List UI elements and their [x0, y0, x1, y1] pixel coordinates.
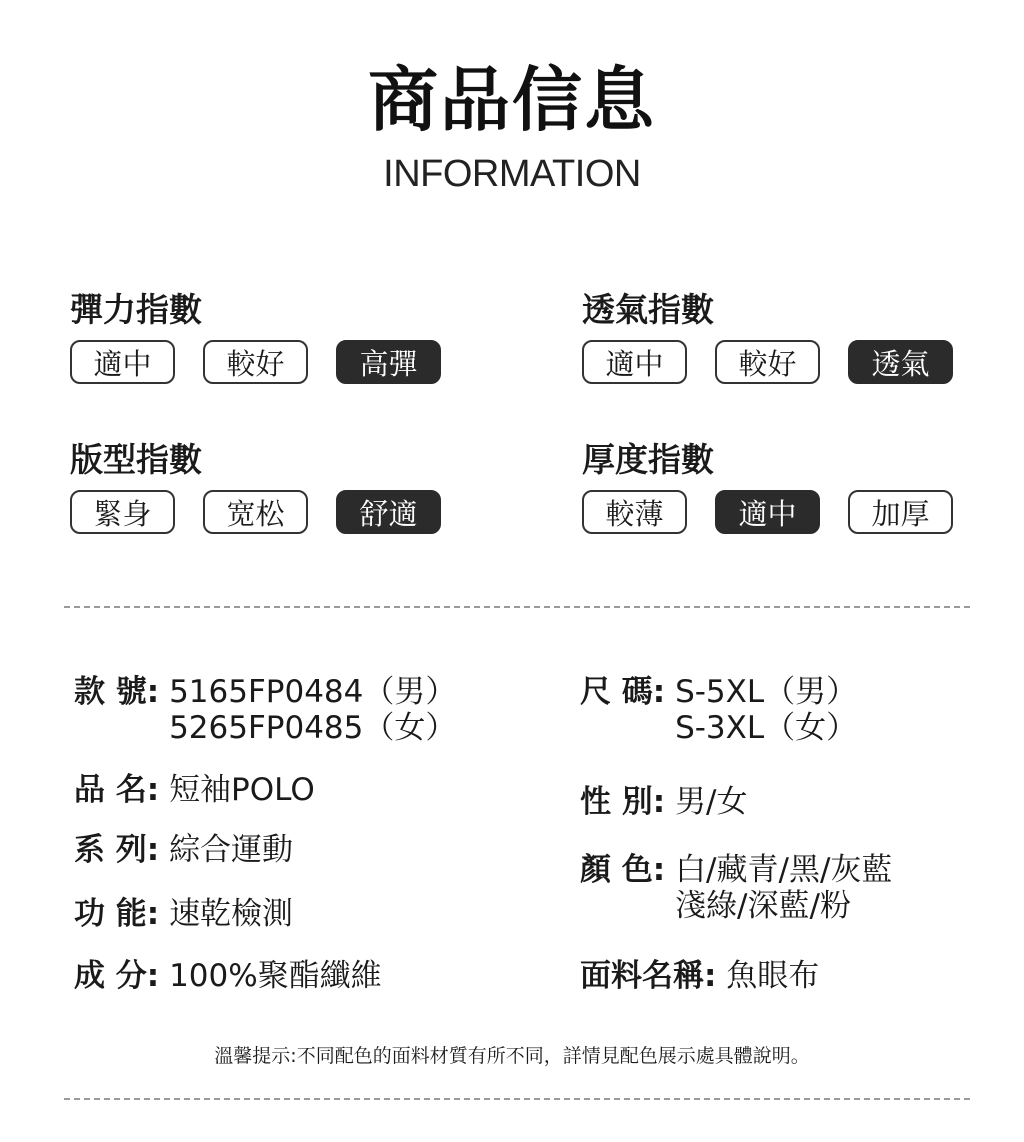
elasticity-index: [70, 290, 470, 384]
spec-fabric: [580, 958, 819, 994]
spec-value-line: S-5XL（男）: [675, 674, 858, 710]
spec-gender: [580, 784, 748, 820]
spec-function: [74, 896, 293, 932]
spec-key: 品 名:: [74, 772, 160, 808]
page-title: 商品信息: [368, 59, 656, 141]
option-chip-selected: 舒適: [336, 490, 441, 534]
option-chip: 較好: [715, 340, 820, 384]
spec-style-no: [74, 674, 456, 746]
spec-color: [580, 852, 892, 924]
spec-value-line: 100%聚酯纖維: [169, 958, 382, 994]
spec-key: 尺 碼:: [580, 674, 666, 710]
fit-index: [70, 440, 470, 534]
divider: [64, 606, 970, 608]
spec-value-line: 魚眼布: [726, 958, 820, 994]
option-chips: [582, 340, 982, 384]
spec-key: 款 號:: [74, 674, 160, 710]
option-chip: 宽松: [203, 490, 308, 534]
spec-value-line: 速乾檢測: [169, 896, 294, 932]
spec-value-line: 綜合運動: [169, 832, 294, 868]
option-chips: [70, 340, 470, 384]
spec-value: [675, 784, 747, 820]
spec-key: 顏 色:: [580, 852, 666, 888]
spec-name: [74, 772, 315, 808]
page-subtitle: INFORMATION: [383, 153, 641, 195]
spec-key: 功 能:: [74, 896, 160, 932]
spec-size: [580, 674, 857, 746]
option-chip-selected: 高彈: [336, 340, 441, 384]
option-chip: 緊身: [70, 490, 175, 534]
spec-key: 性 別:: [580, 784, 666, 820]
spec-value: [675, 852, 892, 924]
index-label: 版型指數: [70, 440, 202, 479]
breathability-index: [582, 290, 982, 384]
option-chip-selected: 透氣: [848, 340, 953, 384]
thickness-index: [582, 440, 982, 534]
spec-value-line: 5165FP0484（男）: [169, 674, 457, 710]
spec-value-line: 白/藏青/黑/灰藍: [675, 852, 893, 888]
spec-series: [74, 832, 293, 868]
spec-value-line: 淺綠/深藍/粉: [675, 888, 851, 924]
spec-value: [169, 832, 293, 868]
option-chip: 適中: [582, 340, 687, 384]
option-chips: [582, 490, 982, 534]
spec-value-line: 男/女: [675, 784, 748, 820]
option-chip: 較好: [203, 340, 308, 384]
option-chip-selected: 適中: [715, 490, 820, 534]
option-chip: 適中: [70, 340, 175, 384]
spec-key: 系 列:: [74, 832, 160, 868]
spec-composition: [74, 958, 382, 994]
option-chip: 較薄: [582, 490, 687, 534]
spec-value: [675, 674, 857, 746]
spec-value: [169, 896, 293, 932]
index-label: 彈力指數: [70, 290, 202, 329]
spec-key: 面料名稱:: [580, 958, 717, 994]
spec-key: 成 分:: [74, 958, 160, 994]
index-label: 厚度指數: [582, 440, 714, 479]
divider: [64, 1098, 970, 1100]
spec-value-line: 5265FP0485（女）: [169, 710, 457, 746]
spec-value-line: S-3XL（女）: [675, 710, 858, 746]
spec-value: [726, 958, 819, 994]
tip-note: 溫馨提示:不同配色的面料材質有所不同，詳情見配色展示處具體說明。: [214, 1045, 810, 1067]
option-chip: 加厚: [848, 490, 953, 534]
spec-value: [169, 772, 315, 808]
index-label: 透氣指數: [582, 290, 714, 329]
spec-value-line: 短袖POLO: [169, 772, 315, 808]
option-chips: [70, 490, 470, 534]
spec-value: [169, 958, 382, 994]
spec-value: [169, 674, 456, 746]
